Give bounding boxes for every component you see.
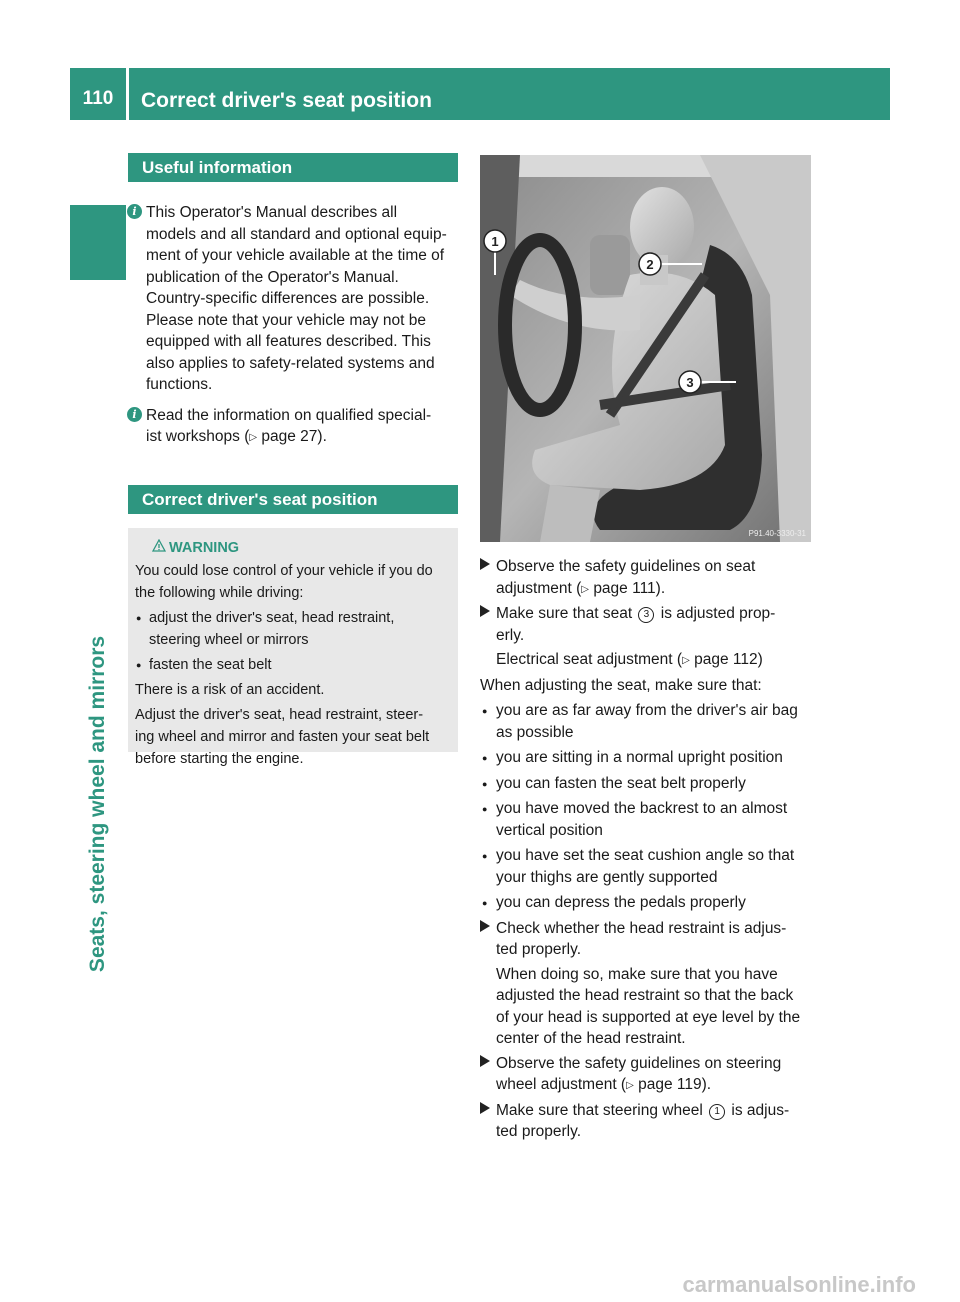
- text-line: [496, 603, 814, 625]
- text-fragment: wheel adjustment (: [496, 1076, 627, 1093]
- figure-code: P91.40-3330-31: [748, 529, 806, 538]
- text-line: Please note that your vehicle may not be: [146, 311, 427, 329]
- callout-ref-1: 1: [709, 1104, 725, 1120]
- step-arrow-icon: [480, 1102, 490, 1114]
- text-fragment: Make sure that steering wheel: [496, 1101, 703, 1119]
- step-arrow-icon: [480, 558, 490, 570]
- callout-ref-3: 3: [638, 607, 654, 623]
- text-line: also applies to safety-related systems and: [146, 354, 435, 372]
- page-ref-link[interactable]: page 27).: [261, 428, 327, 445]
- side-tab-label: Seats, steering wheel and mirrors: [86, 635, 109, 973]
- text-line: as possible: [496, 723, 574, 741]
- text-fragment: adjustment (: [496, 579, 582, 597]
- list-item: ● you are sitting in a normal upright position: [480, 747, 814, 769]
- text-line: ing wheel and mirror and fasten your seat belt: [135, 729, 430, 745]
- text-line: erly.: [496, 626, 525, 644]
- warning-title-text: WARNING: [169, 540, 240, 556]
- page-ref-arrow-icon: ▷: [626, 1080, 634, 1091]
- text-fragment: Electrical seat adjustment (: [496, 651, 683, 668]
- text-line: Observe the safety guidelines on seat: [496, 558, 756, 575]
- text-line: equipped with all features described. This: [146, 333, 431, 350]
- step-observe-seat: [480, 556, 814, 600]
- warning-box: [128, 528, 458, 767]
- info-icon: i: [127, 407, 142, 422]
- useful-info-heading: Useful information: [128, 153, 458, 182]
- rear-headrest: [590, 235, 630, 295]
- text-line: adjusted the head restraint so that the back: [496, 987, 794, 1004]
- list-item: ● you can fasten the seat belt properly: [480, 773, 814, 795]
- warning-bullet: [135, 607, 451, 651]
- text-line: before starting the engine.: [135, 751, 304, 767]
- text-line: Observe the safety guidelines on steering: [496, 1054, 782, 1072]
- text-line: your thighs are gently supported: [496, 868, 718, 886]
- text-line: Country-specific differences are possible.: [146, 290, 430, 307]
- info-paragraph-1: [128, 202, 460, 396]
- text-line: [496, 578, 814, 601]
- driver-seat-illustration: [480, 155, 811, 542]
- warning-title: [135, 537, 451, 559]
- instructions: [480, 556, 814, 1146]
- info-paragraph-2: [128, 405, 460, 449]
- text-line: ted properly.: [496, 1123, 582, 1140]
- step-head-restraint: [480, 918, 814, 1050]
- text-line: [496, 649, 814, 672]
- useful-info-body: [128, 202, 460, 449]
- text-fragment: is adjusted prop-: [660, 605, 776, 622]
- callout-3-label: 3: [686, 375, 694, 390]
- step-seat-adjusted: [480, 603, 814, 672]
- callout-2-label: 2: [646, 257, 654, 272]
- page-ref-arrow-icon: ▷: [249, 432, 258, 443]
- text-line: of your head is supported at eye level by the: [496, 1008, 801, 1026]
- page-ref-link[interactable]: page 111).: [593, 579, 666, 597]
- text-block: [496, 964, 814, 1050]
- warning-advice: [135, 704, 451, 770]
- step-arrow-icon: [480, 1055, 490, 1067]
- text-line: [146, 426, 460, 449]
- text-line: steering wheel or mirrors: [149, 632, 309, 648]
- text-fragment: Make sure that seat: [496, 605, 633, 622]
- text-line: functions.: [146, 376, 213, 393]
- text-fragment: is adjus-: [731, 1101, 790, 1119]
- text-line: ● adjust the driver's seat, head restraint,: [149, 610, 395, 626]
- side-tab: [70, 290, 126, 1010]
- text-line: models and all standard and optional equip-: [146, 225, 447, 243]
- text-line: vertical position: [496, 821, 603, 839]
- page-ref-link[interactable]: page 119).: [638, 1076, 712, 1093]
- watermark: carmanualsonline.info: [682, 1272, 916, 1297]
- list-item: [480, 845, 814, 888]
- driver-seat-figure: [480, 155, 811, 542]
- info-icon: i: [127, 204, 142, 219]
- text-line: Check whether the head restraint is adjus-: [496, 919, 787, 937]
- footer: [0, 1258, 960, 1302]
- list-item: [480, 700, 814, 743]
- step-observe-steering: [480, 1053, 814, 1097]
- text-line: When doing so, make sure that you have: [496, 965, 778, 983]
- list-item: ● you can depress the pedals properly: [480, 892, 814, 914]
- list-item: [480, 798, 814, 841]
- page-title: Correct driver's seat position: [129, 68, 890, 120]
- step-arrow-icon: [480, 605, 490, 617]
- adjust-intro: When adjusting the seat, make sure that:: [480, 676, 762, 694]
- warning-triangle-icon: [152, 539, 166, 552]
- page-ref-arrow-icon: ▷: [682, 655, 690, 666]
- text-fragment: ist workshops (: [146, 428, 250, 445]
- text-line: ● you have set the seat cushion angle so that: [496, 847, 795, 864]
- page-number: 110: [70, 68, 126, 120]
- step-arrow-icon: [480, 920, 490, 932]
- text-line: publication of the Operator's Manual.: [146, 268, 399, 286]
- side-tab-marker: [70, 205, 126, 280]
- text-line: This Operator's Manual describes all: [146, 204, 398, 221]
- step-steering-wheel: [480, 1100, 814, 1143]
- callout-1-label: 1: [491, 234, 499, 249]
- text-line: ● you are as far away from the driver's air bag: [496, 702, 798, 719]
- text-line: ment of your vehicle available at the time of: [146, 247, 445, 264]
- text-line: center of the head restraint.: [496, 1030, 686, 1047]
- warning-risk: There is a risk of an accident.: [135, 682, 325, 698]
- page-ref-link[interactable]: page 112): [694, 651, 763, 668]
- text-line: Adjust the driver's seat, head restraint, steer-: [135, 707, 424, 723]
- text-line: ted properly.: [496, 941, 582, 958]
- text-line: [496, 1074, 814, 1097]
- text-line: Read the information on qualified special-: [146, 406, 432, 424]
- seat-section-heading: Correct driver's seat position: [128, 485, 458, 514]
- warning-bullet: ● fasten the seat belt: [135, 654, 451, 676]
- text-line: You could lose control of your vehicle if you do: [135, 563, 433, 579]
- page-ref-arrow-icon: ▷: [581, 583, 589, 595]
- mannequin-leg: [540, 485, 600, 542]
- text-line: the following while driving:: [135, 585, 304, 601]
- text-line: ● you have moved the backrest to an almost: [496, 800, 788, 817]
- text-line: [496, 1100, 814, 1122]
